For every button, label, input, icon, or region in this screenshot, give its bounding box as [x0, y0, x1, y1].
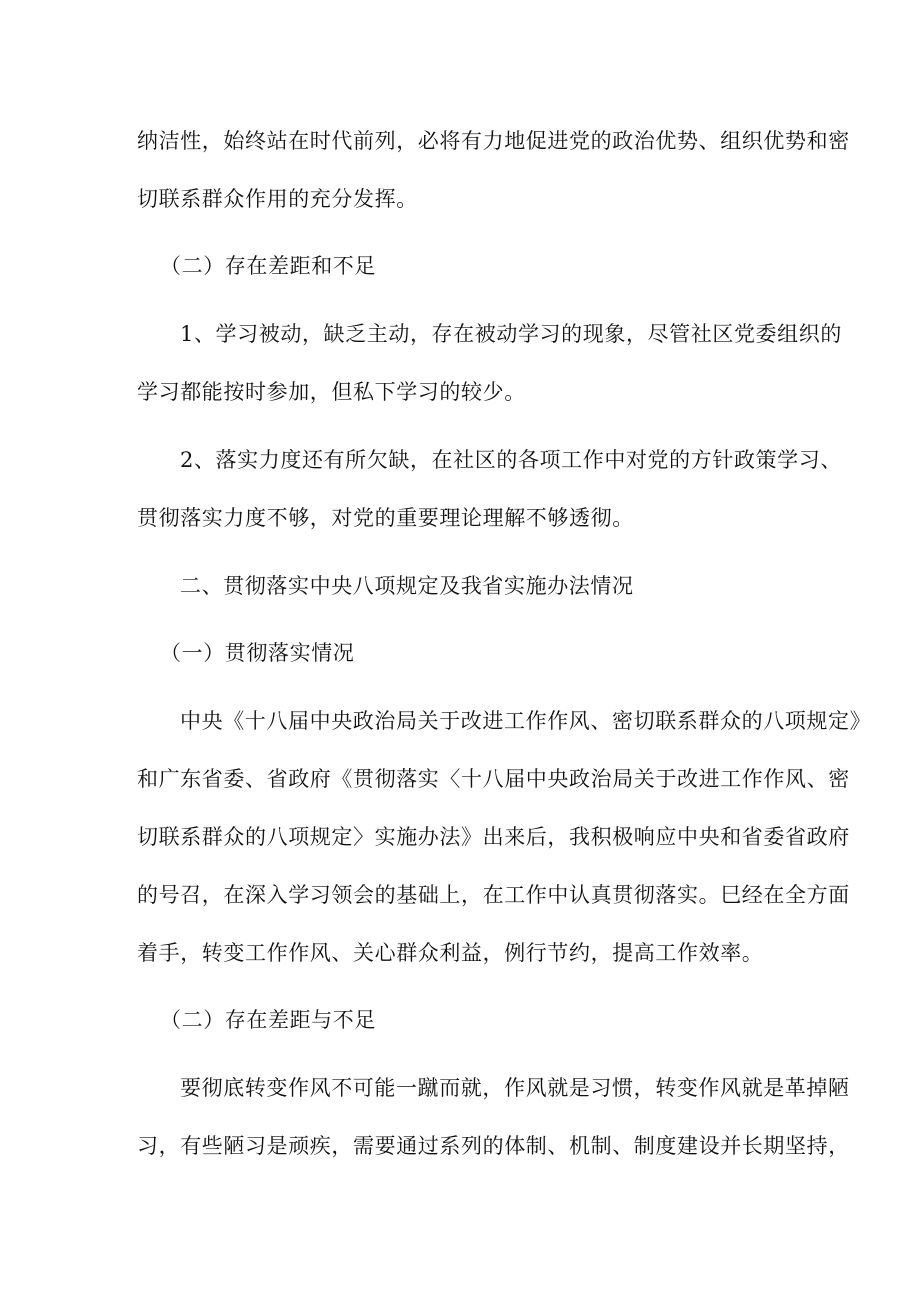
text-line: 2、落实力度还有所欠缺，在社区的各项工作中对党的方针政策学习、 — [180, 448, 842, 472]
text-line: 贯彻落实力度不够，对党的重要理论理解不够透彻。 — [137, 506, 634, 530]
text-line: 中央《十八届中央政治局关于改进工作作风、密切联系群众的八项规定》 — [180, 709, 872, 733]
text-line: 和广东省委、省政府《贯彻落实〈十八届中央政治局关于改进工作作风、密 — [137, 767, 850, 791]
text-line: 1、学习被动，缺乏主动，存在被动学习的现象，尽管社区党委组织的 — [180, 322, 842, 346]
text-line: 要彻底转变作风不可能一蹴而就，作风就是习惯，转变作风就是革掉陋 — [180, 1076, 850, 1100]
text-line: 切联系群众作用的充分发挥。 — [137, 187, 418, 211]
heading-line: （二）存在差距和不足 — [160, 254, 376, 278]
heading-line: （二）存在差距与不足 — [160, 1008, 376, 1032]
text-line: 着手，转变工作作风、关心群众利益，例行节约，提高工作效率。 — [137, 941, 764, 965]
text-line: 学习都能按时参加，但私下学习的较少。 — [137, 380, 526, 404]
heading-line: 二、贯彻落实中央八项规定及我省实施办法情况 — [180, 574, 634, 598]
text-line: 纳洁性，始终站在时代前列，必将有力地促进党的政治优势、组织优势和密 — [137, 129, 850, 153]
heading-line: （一）贯彻落实情况 — [160, 641, 355, 665]
text-line: 习，有些陋习是顽疾，需要通过系列的体制、机制、制度建设并长期坚持， — [137, 1134, 850, 1158]
text-line: 的号召，在深入学习领会的基础上，在工作中认真贯彻落实。巳经在全方面 — [137, 883, 850, 907]
text-line: 切联系群众的八项规定〉实施办法》出来后，我积极响应中央和省委省政府 — [137, 825, 850, 849]
